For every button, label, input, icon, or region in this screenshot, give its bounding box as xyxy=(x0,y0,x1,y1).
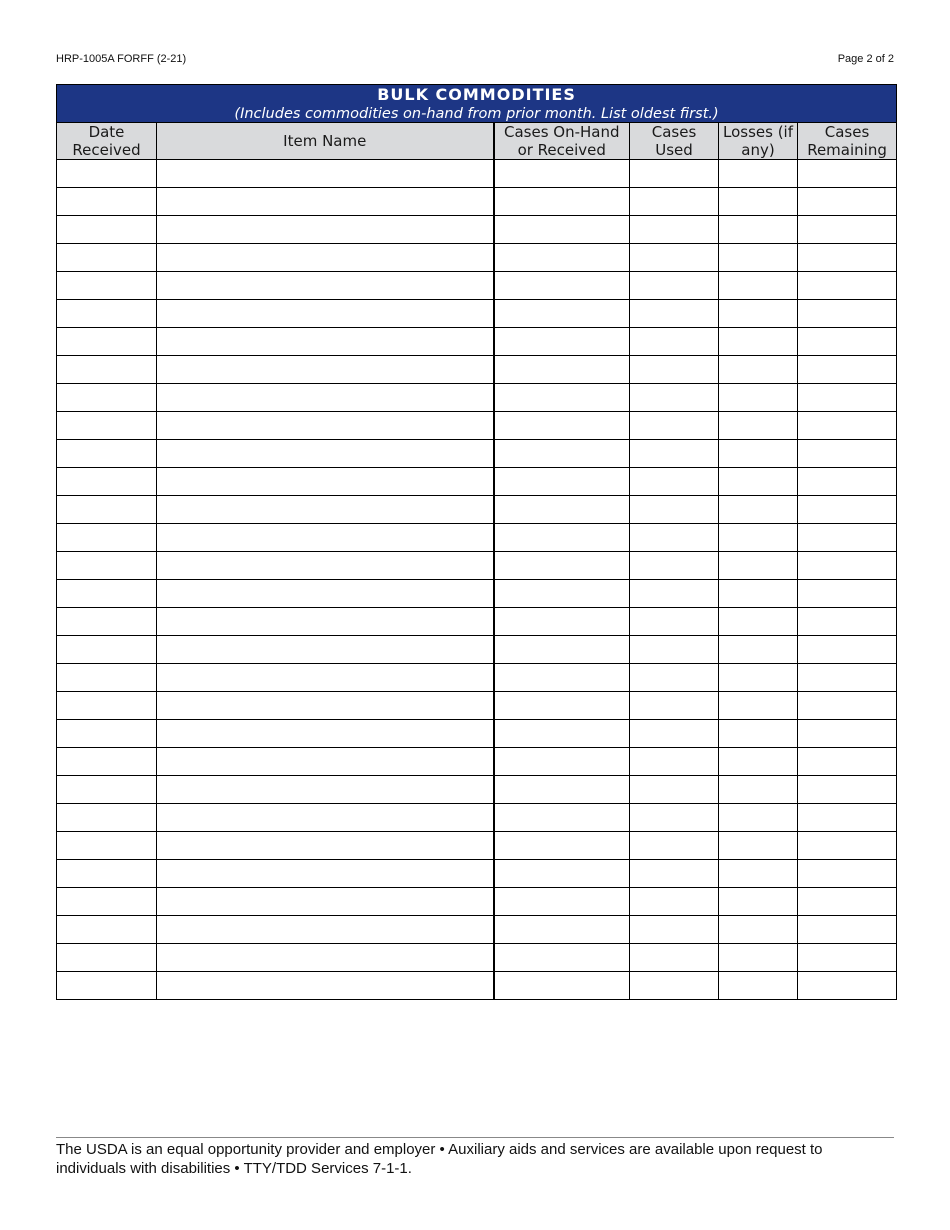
cases-on-hand-field[interactable] xyxy=(494,216,630,244)
column-header-cases-on-hand xyxy=(494,123,630,160)
cases-on-hand-field[interactable] xyxy=(494,468,630,496)
cases-on-hand-field[interactable] xyxy=(494,300,630,328)
bulk-commodities-table-wrap xyxy=(56,84,896,1000)
item-name-field[interactable] xyxy=(157,804,494,832)
cases-on-hand-field[interactable] xyxy=(494,244,630,272)
table-row xyxy=(57,552,897,580)
bulk-commodities-table xyxy=(56,84,897,1000)
item-name-field[interactable] xyxy=(157,524,494,552)
cases-used-field[interactable] xyxy=(630,692,719,720)
losses-field[interactable] xyxy=(719,412,798,440)
cases-used-field[interactable] xyxy=(630,188,719,216)
cases-remaining-field[interactable] xyxy=(798,328,897,356)
cases-on-hand-field[interactable] xyxy=(494,944,630,972)
cases-on-hand-field[interactable] xyxy=(494,748,630,776)
item-name-field[interactable] xyxy=(157,832,494,860)
cases-on-hand-field[interactable] xyxy=(494,552,630,580)
column-header-line: Item Name xyxy=(283,132,367,150)
date-received-field[interactable] xyxy=(57,720,157,748)
cases-remaining-field[interactable] xyxy=(798,356,897,384)
losses-field[interactable] xyxy=(719,524,798,552)
column-header-line: Losses (if xyxy=(722,123,793,141)
table-row xyxy=(57,776,897,804)
date-received-field[interactable] xyxy=(57,412,157,440)
item-name-field[interactable] xyxy=(157,916,494,944)
item-name-field[interactable] xyxy=(157,272,494,300)
cases-on-hand-field[interactable] xyxy=(494,328,630,356)
cases-on-hand-field[interactable] xyxy=(494,160,630,188)
item-name-field[interactable] xyxy=(157,440,494,468)
cases-remaining-field[interactable] xyxy=(798,944,897,972)
losses-field[interactable] xyxy=(719,272,798,300)
item-name-field[interactable] xyxy=(157,776,494,804)
cases-used-field[interactable] xyxy=(630,440,719,468)
cases-remaining-field[interactable] xyxy=(798,468,897,496)
date-received-field[interactable] xyxy=(57,216,157,244)
date-received-field[interactable] xyxy=(57,860,157,888)
cases-used-field[interactable] xyxy=(630,860,719,888)
date-received-field[interactable] xyxy=(57,244,157,272)
losses-field[interactable] xyxy=(719,972,798,1000)
table-row xyxy=(57,440,897,468)
date-received-field[interactable] xyxy=(57,832,157,860)
losses-field[interactable] xyxy=(719,356,798,384)
date-received-field[interactable] xyxy=(57,356,157,384)
cases-used-field[interactable] xyxy=(630,720,719,748)
item-name-field[interactable] xyxy=(157,972,494,1000)
losses-field[interactable] xyxy=(719,552,798,580)
item-name-field[interactable] xyxy=(157,944,494,972)
cases-used-field[interactable] xyxy=(630,328,719,356)
item-name-field[interactable] xyxy=(157,664,494,692)
date-received-field[interactable] xyxy=(57,636,157,664)
date-received-field[interactable] xyxy=(57,272,157,300)
cases-remaining-field[interactable] xyxy=(798,776,897,804)
cases-on-hand-field[interactable] xyxy=(494,580,630,608)
losses-field[interactable] xyxy=(719,692,798,720)
cases-remaining-field[interactable] xyxy=(798,972,897,1000)
item-name-field[interactable] xyxy=(157,720,494,748)
date-received-field[interactable] xyxy=(57,916,157,944)
page-number: Page 2 of 2 xyxy=(837,53,894,65)
cases-remaining-field[interactable] xyxy=(798,916,897,944)
cases-used-field[interactable] xyxy=(630,244,719,272)
losses-field[interactable] xyxy=(719,608,798,636)
column-header-line: Cases xyxy=(651,123,697,141)
losses-field[interactable] xyxy=(719,384,798,412)
date-received-field[interactable] xyxy=(57,440,157,468)
cases-remaining-field[interactable] xyxy=(798,720,897,748)
table-row xyxy=(57,356,897,384)
item-name-field[interactable] xyxy=(157,384,494,412)
date-received-field[interactable] xyxy=(57,160,157,188)
item-name-field[interactable] xyxy=(157,216,494,244)
item-name-field[interactable] xyxy=(157,608,494,636)
cases-used-field[interactable] xyxy=(630,384,719,412)
cases-on-hand-field[interactable] xyxy=(494,636,630,664)
date-received-field[interactable] xyxy=(57,188,157,216)
losses-field[interactable] xyxy=(719,664,798,692)
date-received-field[interactable] xyxy=(57,384,157,412)
cases-used-field[interactable] xyxy=(630,580,719,608)
cases-on-hand-field[interactable] xyxy=(494,832,630,860)
date-received-field[interactable] xyxy=(57,944,157,972)
cases-remaining-field[interactable] xyxy=(798,384,897,412)
table-row xyxy=(57,272,897,300)
losses-field[interactable] xyxy=(719,300,798,328)
cases-remaining-field[interactable] xyxy=(798,216,897,244)
item-name-field[interactable] xyxy=(157,580,494,608)
cases-remaining-field[interactable] xyxy=(798,300,897,328)
cases-on-hand-field[interactable] xyxy=(494,384,630,412)
losses-field[interactable] xyxy=(719,776,798,804)
losses-field[interactable] xyxy=(719,188,798,216)
table-row xyxy=(57,692,897,720)
column-header-cases-used xyxy=(630,123,719,160)
table-body xyxy=(57,160,897,1000)
losses-field[interactable] xyxy=(719,832,798,860)
cases-used-field[interactable] xyxy=(630,944,719,972)
cases-remaining-field[interactable] xyxy=(798,440,897,468)
cases-used-field[interactable] xyxy=(630,972,719,1000)
cases-remaining-field[interactable] xyxy=(798,412,897,440)
column-header-cases-remaining xyxy=(798,123,897,160)
item-name-field[interactable] xyxy=(157,160,494,188)
date-received-field[interactable] xyxy=(57,776,157,804)
item-name-field[interactable] xyxy=(157,188,494,216)
cases-on-hand-field[interactable] xyxy=(494,888,630,916)
item-name-field[interactable] xyxy=(157,636,494,664)
cases-remaining-field[interactable] xyxy=(798,636,897,664)
column-header-line: Remaining xyxy=(807,141,887,159)
cases-on-hand-field[interactable] xyxy=(494,608,630,636)
item-name-field[interactable] xyxy=(157,888,494,916)
cases-remaining-field[interactable] xyxy=(798,664,897,692)
losses-field[interactable] xyxy=(719,328,798,356)
table-row xyxy=(57,160,897,188)
losses-field[interactable] xyxy=(719,160,798,188)
footer-divider xyxy=(56,1137,894,1138)
table-row xyxy=(57,832,897,860)
cases-used-field[interactable] xyxy=(630,216,719,244)
table-row xyxy=(57,524,897,552)
losses-field[interactable] xyxy=(719,748,798,776)
column-header-line: or Received xyxy=(517,141,606,159)
cases-on-hand-field[interactable] xyxy=(494,272,630,300)
cases-remaining-field[interactable] xyxy=(798,608,897,636)
table-row xyxy=(57,328,897,356)
cases-remaining-field[interactable] xyxy=(798,188,897,216)
form-code: HRP-1005A FORFF (2-21) xyxy=(56,53,187,65)
table-row xyxy=(57,748,897,776)
column-header-item-name xyxy=(157,123,494,160)
table-row xyxy=(57,496,897,524)
losses-field[interactable] xyxy=(719,580,798,608)
cases-used-field[interactable] xyxy=(630,356,719,384)
cases-remaining-field[interactable] xyxy=(798,804,897,832)
cases-on-hand-field[interactable] xyxy=(494,776,630,804)
cases-remaining-field[interactable] xyxy=(798,496,897,524)
cases-on-hand-field[interactable] xyxy=(494,972,630,1000)
date-received-field[interactable] xyxy=(57,748,157,776)
table-row xyxy=(57,384,897,412)
column-header-losses xyxy=(719,123,798,160)
cases-used-field[interactable] xyxy=(630,412,719,440)
cases-on-hand-field[interactable] xyxy=(494,692,630,720)
cases-remaining-field[interactable] xyxy=(798,692,897,720)
cases-remaining-field[interactable] xyxy=(798,244,897,272)
item-name-field[interactable] xyxy=(157,552,494,580)
item-name-field[interactable] xyxy=(157,412,494,440)
item-name-field[interactable] xyxy=(157,692,494,720)
date-received-field[interactable] xyxy=(57,496,157,524)
table-title: BULK COMMODITIES xyxy=(377,84,576,104)
cases-remaining-field[interactable] xyxy=(798,580,897,608)
cases-on-hand-field[interactable] xyxy=(494,916,630,944)
date-received-field[interactable] xyxy=(57,300,157,328)
cases-used-field[interactable] xyxy=(630,916,719,944)
table-row xyxy=(57,720,897,748)
cases-on-hand-field[interactable] xyxy=(494,440,630,468)
table-title-row xyxy=(57,85,897,123)
losses-field[interactable] xyxy=(719,804,798,832)
losses-field[interactable] xyxy=(719,860,798,888)
cases-used-field[interactable] xyxy=(630,636,719,664)
footer-notice: The USDA is an equal opportunity provider and employer • Auxiliary aids and services are available upon request to individuals with disabilities • TTY/TDD Services 7-1-1. xyxy=(56,1141,823,1177)
losses-field[interactable] xyxy=(719,440,798,468)
item-name-field[interactable] xyxy=(157,860,494,888)
table-row xyxy=(57,888,897,916)
losses-field[interactable] xyxy=(719,636,798,664)
cases-remaining-field[interactable] xyxy=(798,860,897,888)
losses-field[interactable] xyxy=(719,244,798,272)
cases-on-hand-field[interactable] xyxy=(494,804,630,832)
table-row xyxy=(57,972,897,1000)
table-row xyxy=(57,244,897,272)
item-name-field[interactable] xyxy=(157,356,494,384)
cases-used-field[interactable] xyxy=(630,664,719,692)
losses-field[interactable] xyxy=(719,216,798,244)
losses-field[interactable] xyxy=(719,496,798,524)
item-name-field[interactable] xyxy=(157,748,494,776)
cases-remaining-field[interactable] xyxy=(798,160,897,188)
date-received-field[interactable] xyxy=(57,552,157,580)
cases-remaining-field[interactable] xyxy=(798,832,897,860)
cases-on-hand-field[interactable] xyxy=(494,496,630,524)
table-title-cell xyxy=(57,85,897,123)
table-row xyxy=(57,300,897,328)
cases-remaining-field[interactable] xyxy=(798,552,897,580)
losses-field[interactable] xyxy=(719,944,798,972)
table-row xyxy=(57,188,897,216)
table-row xyxy=(57,608,897,636)
losses-field[interactable] xyxy=(719,468,798,496)
column-header-line: Cases On-Hand xyxy=(503,123,620,141)
table-row xyxy=(57,944,897,972)
table-row xyxy=(57,804,897,832)
cases-used-field[interactable] xyxy=(630,524,719,552)
cases-used-field[interactable] xyxy=(630,776,719,804)
date-received-field[interactable] xyxy=(57,804,157,832)
table-row xyxy=(57,664,897,692)
table-row xyxy=(57,636,897,664)
cases-used-field[interactable] xyxy=(630,272,719,300)
cases-on-hand-field[interactable] xyxy=(494,412,630,440)
date-received-field[interactable] xyxy=(57,888,157,916)
table-row xyxy=(57,216,897,244)
table-row xyxy=(57,468,897,496)
cases-remaining-field[interactable] xyxy=(798,524,897,552)
column-header-line: Date xyxy=(88,123,125,141)
column-header-line: Received xyxy=(72,141,141,159)
column-header-date-received xyxy=(57,123,157,160)
date-received-field[interactable] xyxy=(57,524,157,552)
cases-on-hand-field[interactable] xyxy=(494,664,630,692)
date-received-field[interactable] xyxy=(57,692,157,720)
cases-used-field[interactable] xyxy=(630,608,719,636)
item-name-field[interactable] xyxy=(157,496,494,524)
losses-field[interactable] xyxy=(719,916,798,944)
table-row xyxy=(57,412,897,440)
cases-remaining-field[interactable] xyxy=(798,748,897,776)
losses-field[interactable] xyxy=(719,720,798,748)
date-received-field[interactable] xyxy=(57,328,157,356)
cases-used-field[interactable] xyxy=(630,748,719,776)
item-name-field[interactable] xyxy=(157,300,494,328)
item-name-field[interactable] xyxy=(157,468,494,496)
cases-used-field[interactable] xyxy=(630,468,719,496)
date-received-field[interactable] xyxy=(57,972,157,1000)
cases-used-field[interactable] xyxy=(630,832,719,860)
cases-remaining-field[interactable] xyxy=(798,272,897,300)
cases-used-field[interactable] xyxy=(630,804,719,832)
losses-field[interactable] xyxy=(719,888,798,916)
cases-used-field[interactable] xyxy=(630,300,719,328)
column-header-line: any) xyxy=(741,141,775,159)
date-received-field[interactable] xyxy=(57,664,157,692)
date-received-field[interactable] xyxy=(57,580,157,608)
column-header-row xyxy=(57,123,897,160)
cases-on-hand-field[interactable] xyxy=(494,356,630,384)
date-received-field[interactable] xyxy=(57,608,157,636)
cases-remaining-field[interactable] xyxy=(798,888,897,916)
cases-on-hand-field[interactable] xyxy=(494,860,630,888)
column-header-line: Cases xyxy=(824,123,870,141)
table-row xyxy=(57,860,897,888)
table-subtitle: (Includes commodities on-hand from prior month. List oldest first.) xyxy=(234,105,719,122)
cases-on-hand-field[interactable] xyxy=(494,188,630,216)
cases-used-field[interactable] xyxy=(630,552,719,580)
item-name-field[interactable] xyxy=(157,244,494,272)
table-row xyxy=(57,916,897,944)
cases-used-field[interactable] xyxy=(630,160,719,188)
table-row xyxy=(57,580,897,608)
cases-used-field[interactable] xyxy=(630,888,719,916)
cases-on-hand-field[interactable] xyxy=(494,720,630,748)
column-header-line: Used xyxy=(655,141,693,159)
cases-used-field[interactable] xyxy=(630,496,719,524)
item-name-field[interactable] xyxy=(157,328,494,356)
cases-on-hand-field[interactable] xyxy=(494,524,630,552)
date-received-field[interactable] xyxy=(57,468,157,496)
